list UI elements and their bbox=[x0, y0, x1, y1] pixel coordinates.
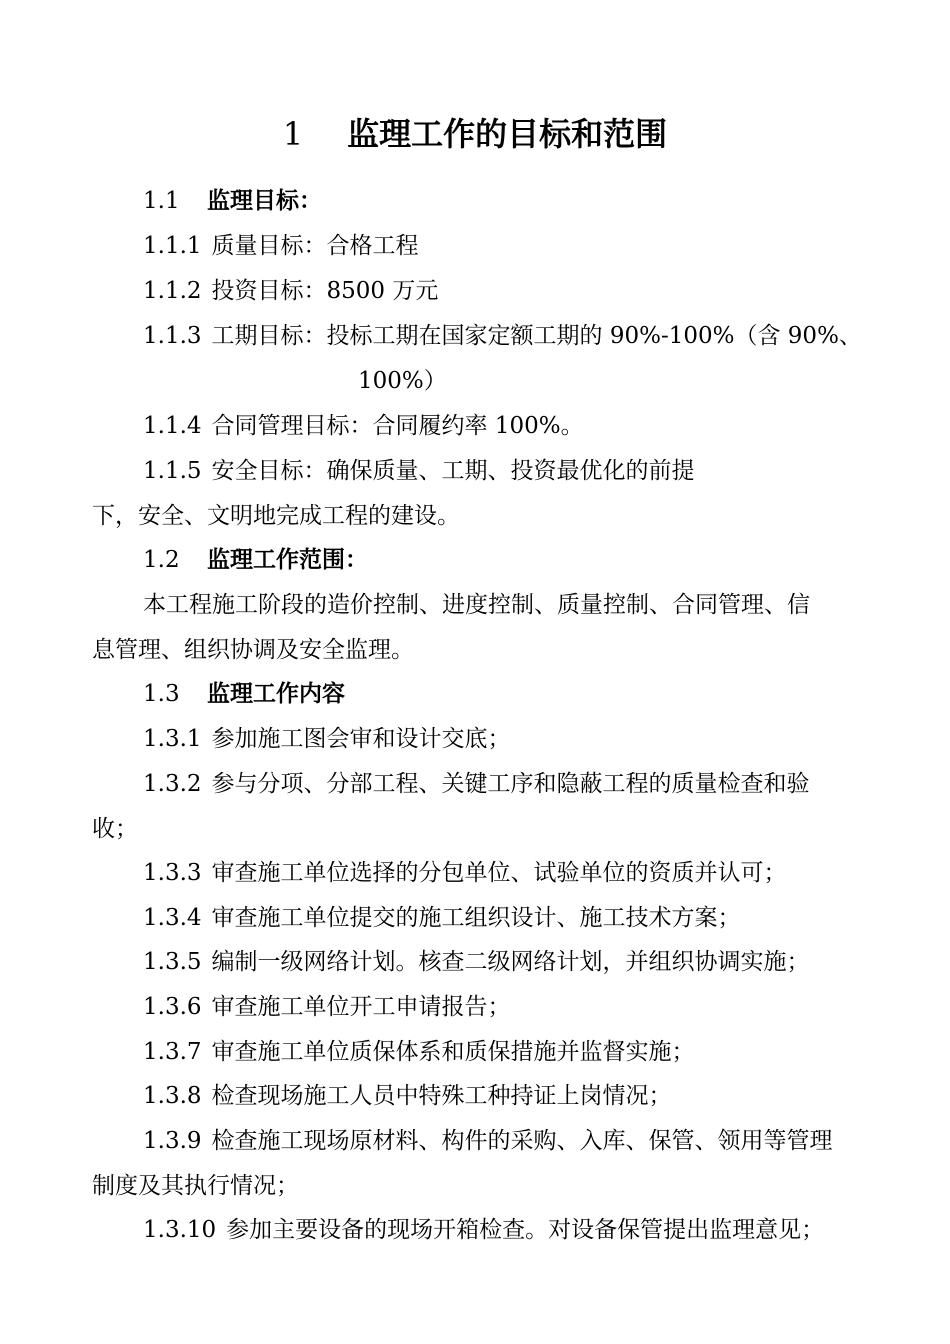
list-item bbox=[143, 231, 419, 261]
section-heading-1-1 bbox=[143, 186, 322, 216]
item-continuation: 收； bbox=[92, 816, 138, 842]
item-text: 审查施工单位选择的分包单位、试验单位的资质并认可； bbox=[211, 860, 787, 886]
item-text: 工期目标：投标工期在国家定额工期的 90%-100%（含 90%、 bbox=[211, 323, 862, 349]
item-number: 1.3.5 bbox=[143, 949, 202, 975]
item-text: 参加主要设备的现场开箱检查。对设备保管提出监理意见； bbox=[226, 1217, 825, 1243]
section-number: 1.3 bbox=[143, 681, 180, 707]
section-heading-1-3 bbox=[143, 679, 345, 709]
item-continuation: 下，安全、文明地完成工程的建设。 bbox=[92, 503, 460, 529]
item-number: 1.3.8 bbox=[143, 1083, 202, 1109]
list-item bbox=[143, 903, 741, 933]
item-continuation: 制度及其执行情况； bbox=[92, 1173, 299, 1199]
item-text: 审查施工单位提交的施工组织设计、施工技术方案； bbox=[211, 905, 741, 931]
section-heading-1-2 bbox=[143, 545, 368, 575]
list-item bbox=[143, 724, 511, 754]
list-item bbox=[143, 1037, 695, 1067]
item-number: 1.3.7 bbox=[143, 1039, 202, 1065]
item-number: 1.3.9 bbox=[143, 1128, 202, 1154]
list-item bbox=[143, 947, 810, 977]
section-heading-text: 监理工作范围： bbox=[207, 546, 368, 573]
item-number: 1.3.10 bbox=[143, 1217, 217, 1243]
item-text: 审查施工单位开工申请报告； bbox=[211, 994, 511, 1020]
item-number: 1.1.3 bbox=[143, 323, 202, 349]
item-number: 1.1.5 bbox=[143, 458, 202, 484]
item-number: 1.3.2 bbox=[143, 771, 202, 797]
list-item bbox=[143, 411, 584, 441]
item-text: 审查施工单位质保体系和质保措施并监督实施； bbox=[211, 1039, 695, 1065]
item-text: 检查现场施工人员中特殊工种持证上岗情况； bbox=[211, 1083, 672, 1109]
item-text: 投资目标：8500 万元 bbox=[211, 278, 439, 304]
title-text: 监理工作的目标和范围 bbox=[347, 115, 668, 153]
list-item bbox=[143, 1215, 824, 1245]
list-item bbox=[143, 456, 695, 486]
list-item bbox=[143, 276, 438, 306]
list-item bbox=[143, 992, 511, 1022]
item-text: 安全目标：确保质量、工期、投资最优化的前提 bbox=[211, 458, 695, 484]
section-number: 1.1 bbox=[143, 188, 180, 214]
item-text: 编制一级网络计划。核查二级网络计划，并组织协调实施； bbox=[211, 949, 810, 975]
item-number: 1.1.4 bbox=[143, 413, 202, 439]
item-number: 1.3.6 bbox=[143, 994, 202, 1020]
paragraph-line: 本工程施工阶段的造价控制、进度控制、质量控制、合同管理、信 bbox=[143, 592, 810, 618]
item-number: 1.3.1 bbox=[143, 726, 202, 752]
section-heading-text: 监理目标： bbox=[207, 187, 322, 214]
section-heading-text: 监理工作内容 bbox=[207, 680, 345, 707]
item-number: 1.3.3 bbox=[143, 860, 202, 886]
item-continuation: 100%） bbox=[358, 368, 447, 394]
list-item bbox=[143, 321, 862, 351]
item-text: 检查施工现场原材料、构件的采购、入库、保管、领用等管理 bbox=[211, 1128, 833, 1154]
list-item bbox=[143, 1081, 672, 1111]
item-number: 1.1.2 bbox=[143, 278, 202, 304]
item-number: 1.3.4 bbox=[143, 905, 202, 931]
paragraph-line: 息管理、组织协调及安全监理。 bbox=[92, 637, 414, 663]
item-text: 参加施工图会审和设计交底； bbox=[211, 726, 511, 752]
list-item bbox=[143, 858, 787, 888]
page-title bbox=[0, 112, 950, 156]
title-number: 1 bbox=[282, 115, 304, 153]
item-number: 1.1.1 bbox=[143, 233, 202, 259]
item-text: 参与分项、分部工程、关键工序和隐蔽工程的质量检查和验 bbox=[211, 771, 810, 797]
item-text: 质量目标：合格工程 bbox=[211, 233, 419, 259]
item-text: 合同管理目标：合同履约率 100%。 bbox=[211, 413, 584, 439]
list-item bbox=[143, 1126, 833, 1156]
list-item bbox=[143, 769, 810, 799]
section-number: 1.2 bbox=[143, 547, 180, 573]
